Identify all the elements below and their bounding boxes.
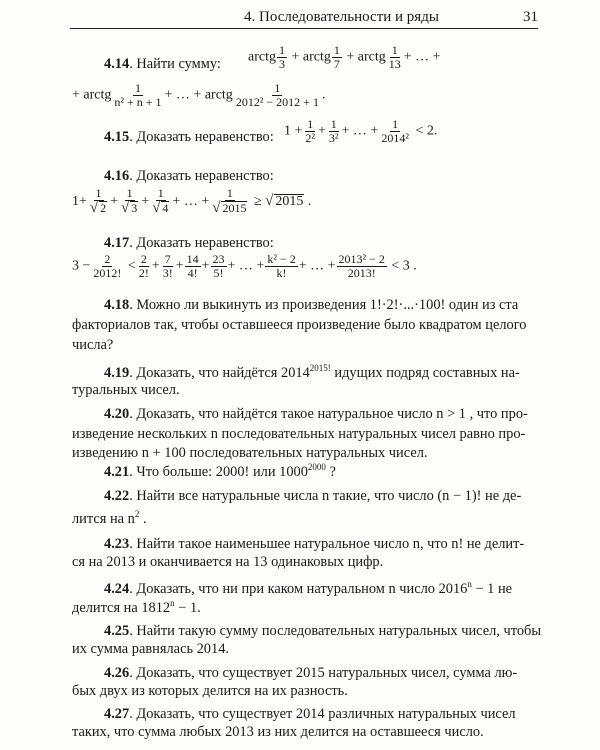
formula-4-17: 3 − $\frac{2}{2012!}$ < $\frac{2}{2!}$ + $\frac{7}{3!}$ + $\frac{14}{4!}$ + $\frac{23}{5!}$ + … + $\frac{\text{k² − 2}}{k!}$ + … + $\frac{\text{2013² − 2}}{2013!}$ < 3 . xyxy=(72,252,417,280)
problem-4-22-line1: 4.22. Найти все натуральные числа n такие, что число (n − 1)! не де- xyxy=(104,488,522,504)
chapter-title: 4. Последовательности и ряды xyxy=(244,9,439,25)
problem-4-25-line1: 4.25. Найти такую сумму последовательных натуральных чисел, чтобы xyxy=(104,623,542,639)
problem-4-21: 4.21. Что больше: 2000! или $1000^{2000}$ ? xyxy=(104,462,336,480)
page-header xyxy=(70,6,538,29)
problem-4-27-line1: 4.27. Доказать, что существует 2014 различных натуральных чисел xyxy=(104,706,516,722)
problem-4-20-line1: 4.20. Доказать, что найдётся такое натуральное число n > 1 , что про- xyxy=(104,406,528,422)
problem-4-25-line2: их сумма равнялась 2014. xyxy=(72,641,229,657)
problem-4-15-heading: 4.15. Доказать неравенство: xyxy=(104,129,274,145)
formula-4-14-line1: arctg $\frac{1}{3}$ + arctg $\frac{1}{7}$ + arctg $\frac{1}{13}$ + … + xyxy=(248,43,441,71)
formula-4-15: 1 + $\frac{1}{\text{2²}}$ + $\frac{1}{\text{3²}}$ + … + $\frac{1}{\text{2014²}}$ < 2. xyxy=(284,117,438,145)
problem-4-23-line1: 4.23. Найти такое наименьшее натуральное число n, что n! не делит- xyxy=(104,536,525,552)
problem-4-20-line3: изведению n + 100 последовательных натуральных чисел. xyxy=(72,445,428,461)
problem-4-18-line2: факториалов так, чтобы оставшееся произведение было квадратом целого xyxy=(72,317,527,333)
problem-4-19-line2: туральных чисел. xyxy=(72,382,180,398)
problem-4-16-heading: 4.16. Доказать неравенство: xyxy=(104,168,274,184)
formula-4-14-line2: + arctg $\frac{1}{\text{n² + n + 1}}$ + … + arctg $\frac{1}{\text{2012² − 2012 + 1}}$ . xyxy=(72,81,326,109)
problem-4-26-line1: 4.26. Доказать, что существует 2015 натуральных чисел, сумма лю- xyxy=(104,665,518,681)
problem-4-26-line2: бых двух из которых делится на их разность. xyxy=(72,683,348,699)
problem-4-17-heading: 4.17. Доказать неравенство: xyxy=(104,235,274,251)
formula-4-16: 1+ $\frac{1}{√ 2}$ + $\frac{1}{√ 3}$ + $\frac{1}{√ 4}$ + … + $\frac{1}{√ 2015}$ ≥ √ 2015 . xyxy=(72,186,312,216)
problem-4-18-line1: 4.18. Можно ли выкинуть из произведения 1!·2!·...·100! один из ста xyxy=(104,297,519,313)
problem-4-14-heading: 4.14. Найти сумму: xyxy=(104,56,221,72)
problem-4-22-line2: лится на $n^2$ . xyxy=(72,509,147,527)
problem-4-23-line2: ся на 2013 и оканчивается на 13 одинаковых цифр. xyxy=(72,554,384,570)
problem-4-20-line2: изведение нескольких n последовательных натуральных чисел равно про- xyxy=(72,426,526,442)
problem-4-18-line3: числа? xyxy=(72,337,114,353)
problem-4-24-line1: 4.24. Доказать, что ни при каком натуральном n число $2016^n - 1$ не xyxy=(104,579,513,597)
problem-4-27-line2: таких, что сумма любых 2013 из них делится на оставшееся число. xyxy=(72,724,484,740)
page-number: 31 xyxy=(523,9,538,25)
problem-4-24-line2: делится на $1812^n - 1$. xyxy=(72,598,201,616)
problem-4-19-line1: 4.19. Доказать, что найдётся $2014^{2015!}$ идущих подряд составных на- xyxy=(104,363,520,381)
